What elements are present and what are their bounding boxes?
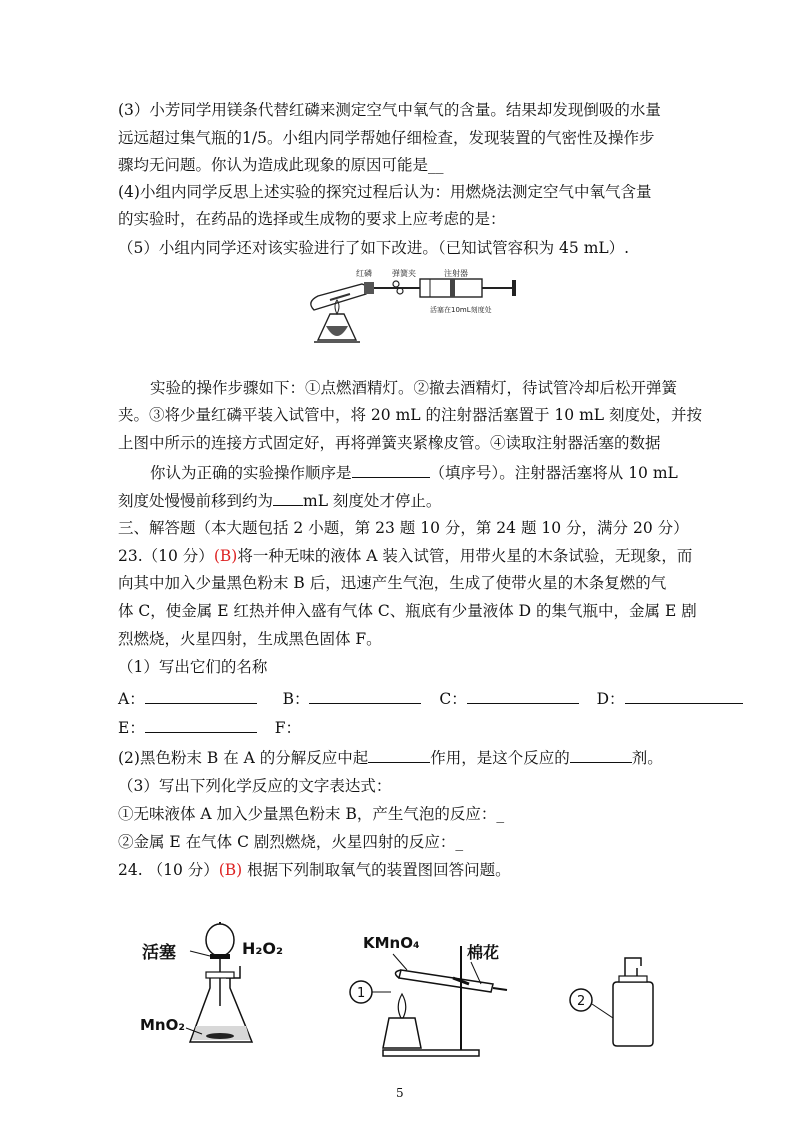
q23-number: 23.（10 分）	[118, 547, 214, 565]
role-blank[interactable]	[368, 746, 430, 763]
q24-text: 根据下列制取氧气的装置图回答问题。	[247, 861, 511, 879]
answer-row-ef	[118, 716, 301, 739]
volume-blank[interactable]	[273, 489, 303, 506]
label-f: F：	[274, 719, 301, 737]
q23-sub3: （3）写出下列化学反应的文字表达式：	[118, 777, 392, 795]
q23-line-4: 烈燃烧，火星四射，生成黑色固体 F。	[118, 630, 382, 648]
tilted-test-tube	[399, 970, 493, 992]
blank-d[interactable]	[625, 687, 743, 704]
flask-stopper	[206, 972, 234, 978]
q23-line-2: 向其中加入少量黑色粉末 B 后，迅速产生气泡，生成了使带火星的木条复燃的气	[118, 574, 667, 592]
marker-2-pointer	[592, 1004, 613, 1018]
order-text-a: 你认为正确的实验操作顺序是	[150, 464, 352, 482]
marker-2-text: 2	[577, 994, 586, 1009]
blank-c[interactable]	[467, 687, 579, 704]
order-line	[150, 461, 678, 484]
steps-line-2: 夹。③将少量红磷平装入试管中，将 20 mL 的注射器活塞置于 10 mL 刻度处，并按	[118, 406, 702, 424]
stopcock-pointer	[190, 951, 210, 956]
steps-line-3: 上图中所示的连接方式固定好，再将弹簧夹紧橡皮管。④读取注射器活塞的数据	[118, 434, 661, 452]
bottle-stopper	[619, 976, 647, 982]
kmno4-apparatus-figure	[343, 926, 513, 1066]
q23-sub1: （1）写出它们的名称	[118, 658, 268, 676]
page-number: 5	[396, 1086, 404, 1100]
stopcock-icon	[210, 954, 230, 959]
syringe-plunger	[450, 279, 455, 297]
blank-e[interactable]	[145, 716, 257, 733]
q23-reaction-2: ②金属 E 在气体 C 剧烈燃烧，火星四射的反应：_	[118, 833, 464, 851]
label-red-phosphorus: 红磷	[356, 269, 372, 278]
q4-line-1: (4)小组内同学反思上述实验的探究过程后认为：用燃烧法测定空气中氧气含量	[118, 183, 652, 201]
q3-line-3: 骤均无问题。你认为造成此现象的原因可能是__	[118, 156, 444, 174]
label-d: D：	[596, 690, 625, 708]
h2o2-apparatus-figure	[140, 918, 300, 1058]
flame-icon	[335, 300, 339, 314]
label-stopcock: 活塞	[142, 943, 176, 963]
q23-reaction-1: ①无味液体 A 加入少量黑色粉末 B，产生气泡的反应：_	[118, 805, 505, 823]
blank-b[interactable]	[309, 687, 421, 704]
separatory-funnel	[206, 924, 234, 956]
q3-line-2: 远远超过集气瓶的1/5。小组内同学帮她仔细检查，发现装置的气密性及操作步	[118, 129, 655, 147]
marker-1-text: 1	[357, 986, 366, 1001]
section-3-heading: 三、解答题（本大题包括 2 小题，第 23 题 10 分，第 24 题 10 分，满分 20 分）	[118, 519, 689, 537]
label-e: E：	[118, 719, 145, 737]
rubber-stopper	[364, 282, 374, 294]
label-c: C：	[439, 690, 467, 708]
q23-line-3: 体 C，使金属 E 红热并伸入盛有气体 C、瓶底有少量液体 D 的集气瓶中，金属 E 剧	[118, 602, 697, 620]
order-blank[interactable]	[352, 461, 430, 478]
steps-line-1: 实验的操作步骤如下：①点燃酒精灯。②撤去酒精灯，待试管冷却后松开弹簧	[150, 379, 678, 397]
mno2-powder	[206, 1033, 234, 1039]
q24-line	[118, 859, 511, 881]
q4-line-2: 的实验时，在药品的选择或生成物的要求上应考虑的是：	[118, 210, 506, 228]
q3-line-1: (3）小芳同学用镁条代替红磷来测定空气中氧气的含量。结果却发现倒吸的水量	[118, 101, 661, 119]
sub2-text-b: 作用，是这个反应的	[430, 749, 570, 767]
alcohol-lamp-2	[383, 1018, 421, 1048]
blank-a[interactable]	[145, 687, 257, 704]
red-phosphorus-mark	[330, 294, 350, 300]
label-a: A：	[118, 690, 145, 708]
stop-text-b: mL 刻度处才停止。	[303, 492, 442, 510]
gas-bottle	[613, 982, 653, 1046]
q5-line-1: （5）小组内同学还对该实验进行了如下改进。（已知试管容积为 45 mL）.	[118, 239, 630, 257]
label-mno2: MnO₂	[140, 1016, 185, 1034]
syringe-apparatus-figure	[300, 266, 525, 356]
label-plunger-note: 活塞在10mL刻度处	[430, 306, 492, 314]
kmno4-pointer	[393, 954, 407, 970]
q24-level: (B)	[218, 861, 243, 879]
q23-text-1: 将一种无味的液体 A 装入试管，用带火星的木条试验，无现象，而	[237, 547, 693, 565]
order-text-b: （填序号）。注射器活塞将从 10 mL	[429, 464, 678, 482]
q23-level: (B)	[213, 547, 238, 565]
label-spring-clip: 弹簧夹	[392, 269, 416, 278]
gas-bottle-figure	[565, 952, 675, 1052]
spring-clip-icon	[393, 281, 399, 287]
sub2-text-a: (2)黑色粉末 B 在 A 的分解反应中起	[118, 749, 369, 767]
syringe-handle	[512, 280, 516, 296]
q23-sub2	[118, 746, 663, 769]
answer-row-abcd	[118, 687, 743, 710]
label-syringe: 注射器	[444, 269, 468, 278]
label-h2o2: H₂O₂	[242, 939, 284, 958]
outlet-tube	[493, 988, 507, 990]
agent-blank[interactable]	[570, 746, 632, 763]
label-kmno4: KMnO₄	[363, 934, 420, 952]
q23-line-1	[118, 545, 692, 567]
stop-line	[118, 489, 441, 512]
flame-icon-2	[398, 994, 406, 1018]
label-b: B：	[282, 690, 310, 708]
iron-stand-base	[383, 1050, 479, 1056]
sub2-text-c: 剂。	[631, 749, 663, 767]
inlet-tube	[625, 958, 641, 976]
stop-text-a: 刻度处慢慢前移到约为	[118, 492, 274, 510]
q24-number: 24. （10 分）	[118, 861, 219, 879]
label-cotton: 棉花	[467, 943, 500, 962]
lamp-base-shading	[326, 326, 348, 336]
